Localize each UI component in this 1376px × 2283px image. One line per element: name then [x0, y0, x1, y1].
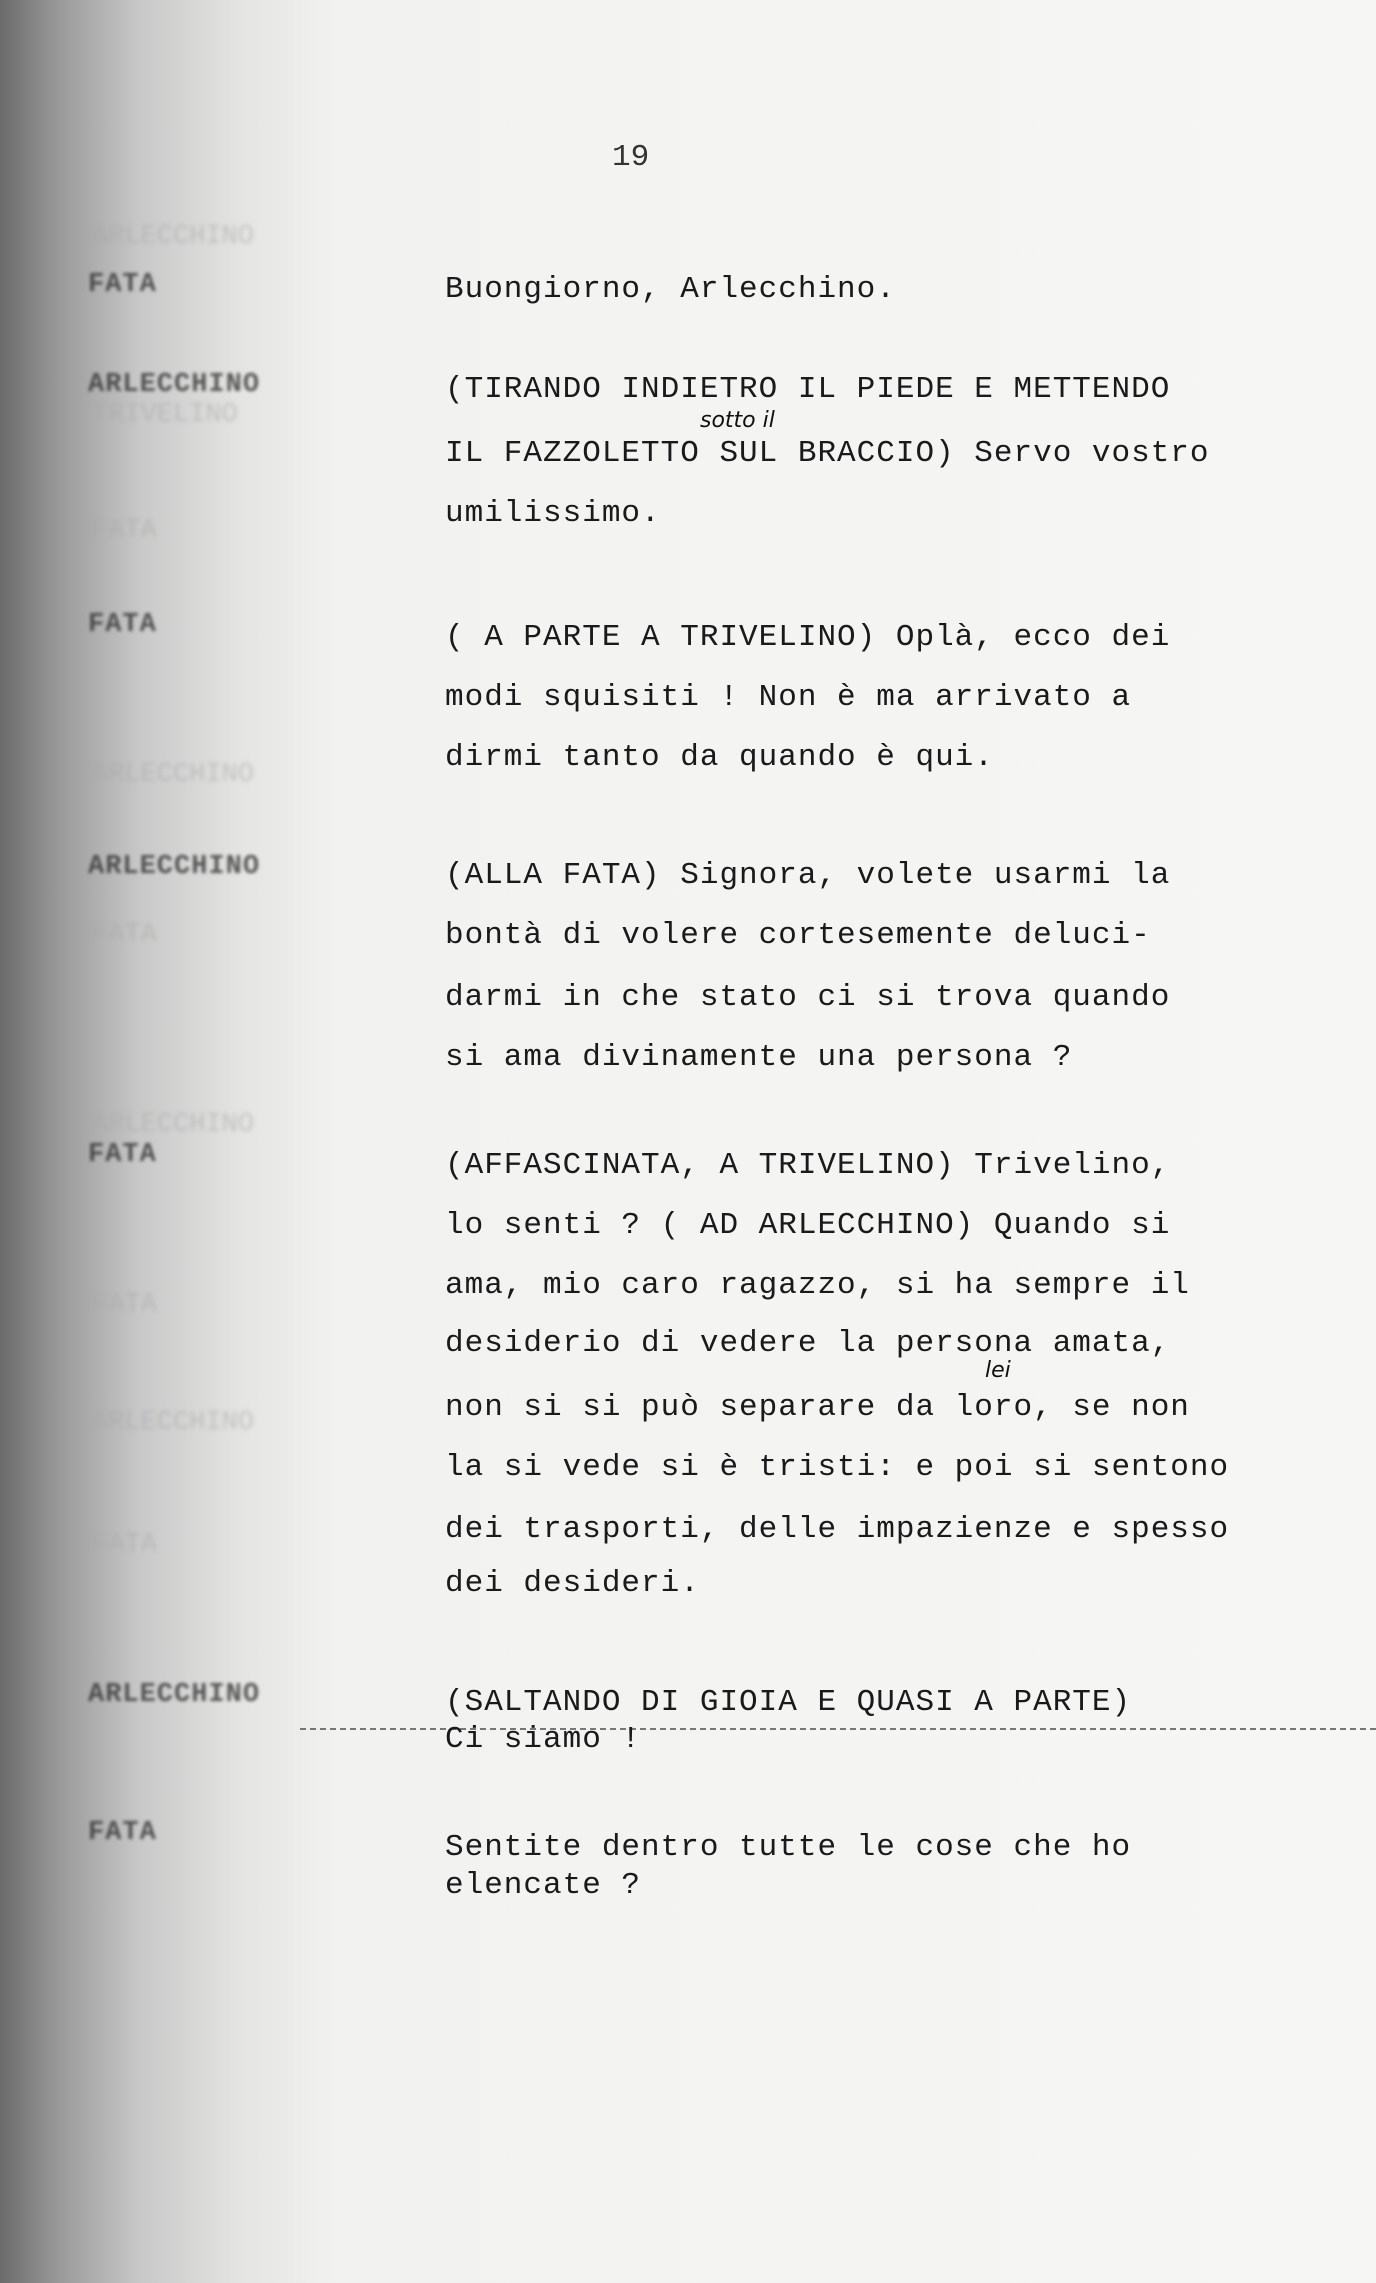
ghost-speaker: FATA [92, 920, 157, 950]
dialogue-line: non si si può separare da loro, se non [445, 1390, 1190, 1425]
dialogue-line: (SALTANDO DI GIOIA E QUASI A PARTE) [445, 1685, 1132, 1720]
ghost-speaker: ARLECCHINO [92, 1110, 255, 1140]
dialogue-line: elencate ? [445, 1868, 642, 1903]
dialogue-line: dei desideri. [445, 1566, 700, 1601]
dialogue-line: (ALLA FATA) Signora, volete usarmi la [445, 858, 1171, 893]
dialogue-line: si ama divinamente una persona ? [445, 1040, 1073, 1075]
speaker-label: FATA [88, 1140, 157, 1170]
dialogue-line: ( A PARTE A TRIVELINO) Oplà, ecco dei [445, 620, 1171, 655]
dialogue-line: (AFFASCINATA, A TRIVELINO) Trivelino, [445, 1148, 1171, 1183]
speaker-label: FATA [88, 610, 157, 640]
dialogue-line: dirmi tanto da quando è qui. [445, 740, 994, 775]
handwritten-annotation: sotto il [700, 408, 775, 433]
ghost-speaker: TRIVELINO [92, 400, 238, 430]
dialogue-line: IL FAZZOLETTO SUL BRACCIO) Servo vostro [445, 436, 1210, 471]
speaker-label: ARLECCHINO [88, 370, 261, 400]
dialogue-line: Buongiorno, Arlecchino. [445, 272, 896, 307]
dialogue-line: umilissimo. [445, 496, 661, 531]
ghost-speaker: FATA [92, 516, 157, 546]
dialogue-line: bontà di volere cortesemente deluci- [445, 918, 1151, 953]
page-number: 19 [612, 140, 650, 175]
dialogue-line: Ci siamo ! [445, 1722, 642, 1757]
dialogue-line: lo senti ? ( AD ARLECCHINO) Quando si [445, 1208, 1171, 1243]
dialogue-line: (TIRANDO INDIETRO IL PIEDE E METTENDO [445, 372, 1171, 407]
speaker-label: FATA [88, 1818, 157, 1848]
ghost-speaker: ARLECCHINO [92, 1408, 255, 1438]
dialogue-line: desiderio di vedere la persona amata, [445, 1326, 1171, 1361]
handwritten-annotation: lei [985, 1358, 1011, 1383]
speaker-label: ARLECCHINO [88, 1680, 261, 1710]
ghost-speaker: ARLECCHINO [92, 760, 255, 790]
dialogue-line: modi squisiti ! Non è ma arrivato a [445, 680, 1132, 715]
ghost-speaker: FATA [92, 1290, 157, 1320]
ghost-speaker: ARLECCHINO [92, 222, 255, 252]
dialogue-line: ama, mio caro ragazzo, si ha sempre il [445, 1268, 1190, 1303]
dialogue-line: dei trasporti, delle impazienze e spesso [445, 1512, 1230, 1547]
speaker-label: FATA [88, 270, 157, 300]
dialogue-line: la si vede si è tristi: e poi si sentono [445, 1450, 1230, 1485]
dialogue-line: darmi in che stato ci si trova quando [445, 980, 1171, 1015]
ghost-speaker: FATA [92, 1530, 157, 1560]
speaker-label: ARLECCHINO [88, 852, 261, 882]
dialogue-line: Sentite dentro tutte le cose che ho [445, 1830, 1132, 1865]
